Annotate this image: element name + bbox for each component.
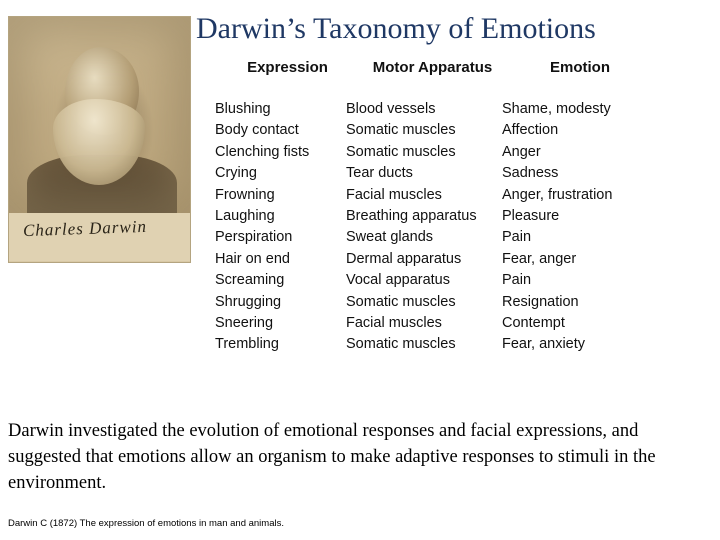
cell-emotion: Sadness <box>502 165 559 182</box>
darwin-signature: Charles Darwin <box>22 216 148 241</box>
cell-motor: Facial muscles <box>346 315 442 332</box>
table-row <box>215 227 715 248</box>
cell-emotion: Fear, anger <box>502 250 577 267</box>
cell-emotion: Pain <box>502 229 532 246</box>
cell-motor: Somatic muscles <box>346 336 456 353</box>
body-paragraph: Darwin investigated the evolution of emotional responses and facial expressions, and suggested that emotions allow an organism to make adaptive responses to stimuli in the environment. <box>8 421 656 493</box>
citation: Darwin C (1872) The expression of emotions in man and animals. <box>8 518 284 529</box>
column-header-motor-apparatus: Motor Apparatus <box>372 59 493 76</box>
cell-emotion: Pleasure <box>502 208 560 225</box>
cell-motor: Somatic muscles <box>346 143 456 160</box>
cell-emotion: Fear, anxiety <box>502 336 586 353</box>
cell-emotion: Anger <box>502 143 541 160</box>
cell-expression: Sneering <box>215 315 274 332</box>
cell-expression: Trembling <box>215 336 279 353</box>
cell-emotion: Shame, modesty <box>502 101 611 117</box>
cell-expression: Blushing <box>215 101 271 117</box>
portrait-vignette <box>9 17 190 213</box>
table-row <box>215 313 715 334</box>
cell-motor: Sweat glands <box>346 229 434 246</box>
cell-motor: Facial muscles <box>346 186 442 203</box>
cell-expression: Body contact <box>215 122 299 139</box>
table-row <box>215 163 715 184</box>
cell-expression: Hair on end <box>215 250 290 267</box>
table-row <box>215 142 715 163</box>
cell-expression: Clenching fists <box>215 143 310 160</box>
cell-expression: Shrugging <box>215 293 282 310</box>
table-row <box>215 249 715 270</box>
emotion-taxonomy-table <box>215 58 715 356</box>
page-title: Darwin’s Taxonomy of Emotions <box>196 12 596 45</box>
cell-emotion: Pain <box>502 272 532 289</box>
cell-emotion: Affection <box>502 122 559 139</box>
cell-expression: Frowning <box>215 186 275 203</box>
table-row <box>215 206 715 227</box>
portrait-photo <box>9 17 190 213</box>
column-header-expression: Expression <box>247 59 328 76</box>
cell-expression: Crying <box>215 165 257 182</box>
portrait-caption <box>9 213 190 261</box>
table-row <box>215 334 715 355</box>
darwin-portrait <box>8 16 191 263</box>
cell-expression: Laughing <box>215 208 275 225</box>
column-header-emotion: Emotion <box>550 59 610 76</box>
cell-motor: Tear ducts <box>346 165 413 182</box>
table-header-row <box>215 58 715 77</box>
cell-expression: Screaming <box>215 272 285 289</box>
cell-emotion: Contempt <box>502 315 565 332</box>
cell-motor: Somatic muscles <box>346 122 456 139</box>
cell-motor: Vocal apparatus <box>346 272 450 289</box>
cell-emotion: Anger, frustration <box>502 186 613 203</box>
cell-motor: Blood vessels <box>346 101 436 117</box>
cell-motor: Breathing apparatus <box>346 208 477 225</box>
table-body <box>215 99 715 356</box>
table-row <box>215 270 715 291</box>
table-row <box>215 120 715 141</box>
table-row <box>215 99 715 120</box>
table-row <box>215 292 715 313</box>
cell-motor: Dermal apparatus <box>346 250 462 267</box>
cell-expression: Perspiration <box>215 229 293 246</box>
cell-emotion: Resignation <box>502 293 579 310</box>
table-row <box>215 185 715 206</box>
cell-motor: Somatic muscles <box>346 293 456 310</box>
